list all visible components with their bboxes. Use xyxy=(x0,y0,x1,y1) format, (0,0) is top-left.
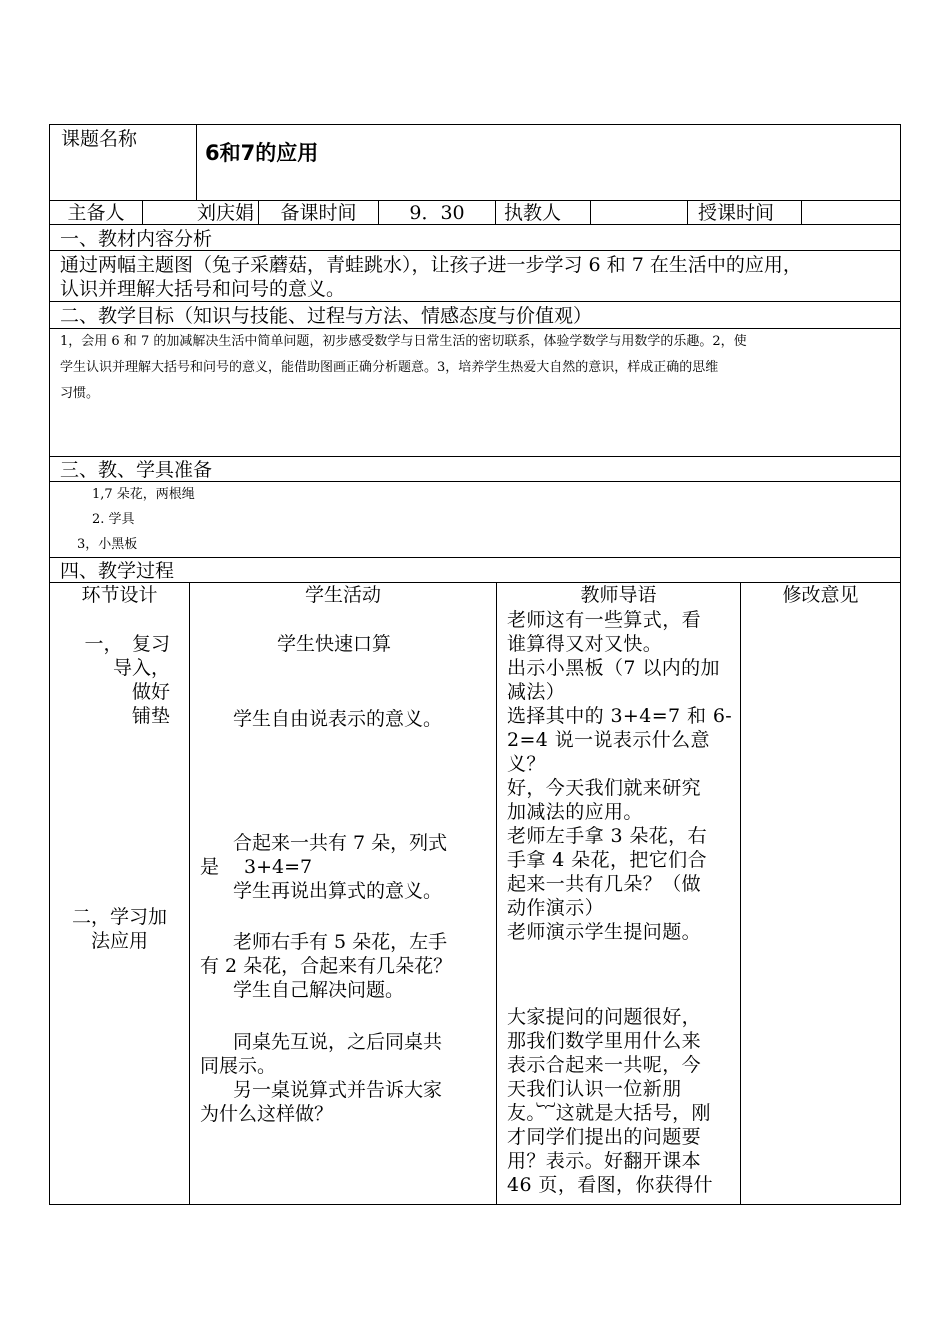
teacher-line: 义？ xyxy=(507,753,546,775)
class-time-label: 授课时间 xyxy=(687,201,801,224)
material-item: 1,7 朵花，两根绳 xyxy=(92,487,195,502)
stage1-line: 导入， xyxy=(112,657,170,679)
teacher-line: 46 页，看图，你获得什 xyxy=(507,1174,714,1196)
section2-line: 习惯。 xyxy=(60,386,100,401)
topic-label: 课题名称 xyxy=(61,128,138,150)
student-line: 老师右手有 5 朵花，左手 xyxy=(233,931,448,953)
section1-line: 认识并理解大括号和问号的意义。 xyxy=(60,278,346,300)
section4-heading: 四、教学过程 xyxy=(49,558,901,583)
column-header-student: 学生活动 xyxy=(304,584,381,606)
teacher-guide xyxy=(507,608,732,944)
teacher-line: 出示小黑板（7 以内的加 xyxy=(507,657,720,679)
teacher-line: 老师这有一些算式，看 xyxy=(507,609,702,631)
prep-time-value: 9．30 xyxy=(378,201,495,224)
material-item: 2. 学具 xyxy=(92,512,135,527)
stage1-line: 铺垫 xyxy=(131,705,170,727)
section2-line: 学生认识并理解大括号和问号的意义，能借助图画正确分析题意。3，培养学生热爱大自然的意识，样成正确的思维 xyxy=(60,360,719,375)
teacher-line: 选择其中的 3+4=7 和 6- xyxy=(507,705,733,727)
topic-title: 6和7的应用 xyxy=(196,125,900,200)
teacher-line: 用？表示。好翻开课本 xyxy=(507,1150,702,1172)
teacher-line: 老师演示学生提问题。 xyxy=(507,921,702,943)
teacher-label: 执教人 xyxy=(495,201,590,224)
teacher-line: 起来一共有几朵？（做 xyxy=(507,873,702,895)
teacher-guide xyxy=(507,1005,713,1197)
student-activity xyxy=(200,831,447,903)
prep-time-label: 备课时间 xyxy=(258,201,378,224)
stage1 xyxy=(50,632,170,728)
teacher-line: 手拿 4 朵花，把它们合 xyxy=(507,849,707,871)
student-line: 学生自己解决问题。 xyxy=(233,979,405,1001)
section1-heading: 一、教材内容分析 xyxy=(49,225,901,251)
column-header-remarks: 修改意见 xyxy=(782,584,859,606)
material-item: 3，小黑板 xyxy=(77,537,138,552)
student-activity xyxy=(200,1030,442,1126)
student-line: 同桌先互说，之后同桌共 xyxy=(233,1031,443,1053)
student-column xyxy=(189,583,496,1204)
lesson-plan-table xyxy=(49,124,901,1205)
student-line: 有 2 朵花，合起来有几朵花？ xyxy=(200,955,453,977)
teacher-value xyxy=(590,201,687,224)
student-line: 学生再说出算式的意义。 xyxy=(233,880,443,902)
teacher-column xyxy=(496,583,740,1204)
student-activity: 学生快速口算 xyxy=(277,633,392,655)
teacher-line: 老师左手拿 3 朵花，右 xyxy=(507,825,707,847)
teacher-line: 减法） xyxy=(507,681,566,703)
teacher-line: 才同学们提出的问题要 xyxy=(507,1126,702,1148)
teacher-line: 天我们认识一位新朋 xyxy=(507,1078,682,1100)
preparer-label: 主备人 xyxy=(67,202,125,224)
stage1-line: 做好 xyxy=(131,681,170,703)
student-activity: 学生自由说表示的意义。 xyxy=(233,708,443,730)
student-activity xyxy=(200,930,452,1002)
stage2-line: 二，学习加 xyxy=(71,906,167,928)
teacher-line: 表示合起来一共呢，今 xyxy=(507,1054,702,1076)
teacher-line: 2=4 说一说表示什么意 xyxy=(507,729,710,751)
teacher-line: 谁算得又对又快。 xyxy=(507,633,663,655)
stage2-line: 法应用 xyxy=(90,930,148,952)
section2-line: 1，会用 6 和 7 的加减解决生活中简单问题，初步感受数学与日常生活的密切联系，体验学数学与用数学的乐趣。2，使 xyxy=(60,334,747,349)
teacher-line: 那我们数学里用什么来 xyxy=(507,1030,702,1052)
teacher-line: 友。︸这就是大括号，刚 xyxy=(507,1102,711,1124)
student-line: 是 3+4=7 xyxy=(200,856,313,878)
process-table xyxy=(49,583,901,1205)
section2-body xyxy=(49,329,901,457)
teacher-line: 大家提问的问题很好， xyxy=(507,1006,702,1028)
teacher-line: 动作演示） xyxy=(507,897,605,919)
column-header-stage: 环节设计 xyxy=(81,584,158,606)
remarks-column xyxy=(740,583,900,1204)
section1-line: 通过两幅主题图（兔子采蘑菇，青蛙跳水），让孩子进一步学习 6 和 7 在生活中的应用， xyxy=(60,254,802,276)
column-header-teacher: 教师导语 xyxy=(580,584,657,606)
stage-column xyxy=(50,583,189,1204)
section3-body xyxy=(49,482,901,558)
info-row xyxy=(49,201,901,225)
section3-heading: 三、教、学具准备 xyxy=(49,457,901,482)
teacher-line: 加减法的应用。 xyxy=(507,801,643,823)
student-line: 合起来一共有 7 朵，列式 xyxy=(233,832,448,854)
topic-row xyxy=(49,124,901,201)
student-line: 为什么这样做？ xyxy=(200,1103,334,1125)
student-line: 另一桌说算式并告诉大家 xyxy=(233,1079,443,1101)
student-line: 同展示。 xyxy=(200,1055,277,1077)
stage2 xyxy=(50,905,189,953)
class-time-value xyxy=(801,201,900,224)
preparer-value: 刘庆娟 xyxy=(142,201,258,224)
section1-body xyxy=(49,251,901,302)
section2-heading: 二、教学目标（知识与技能、过程与方法、情感态度与价值观） xyxy=(49,302,901,329)
stage1-line: 一， 复习 xyxy=(84,633,170,655)
teacher-line: 好，今天我们就来研究 xyxy=(507,777,702,799)
